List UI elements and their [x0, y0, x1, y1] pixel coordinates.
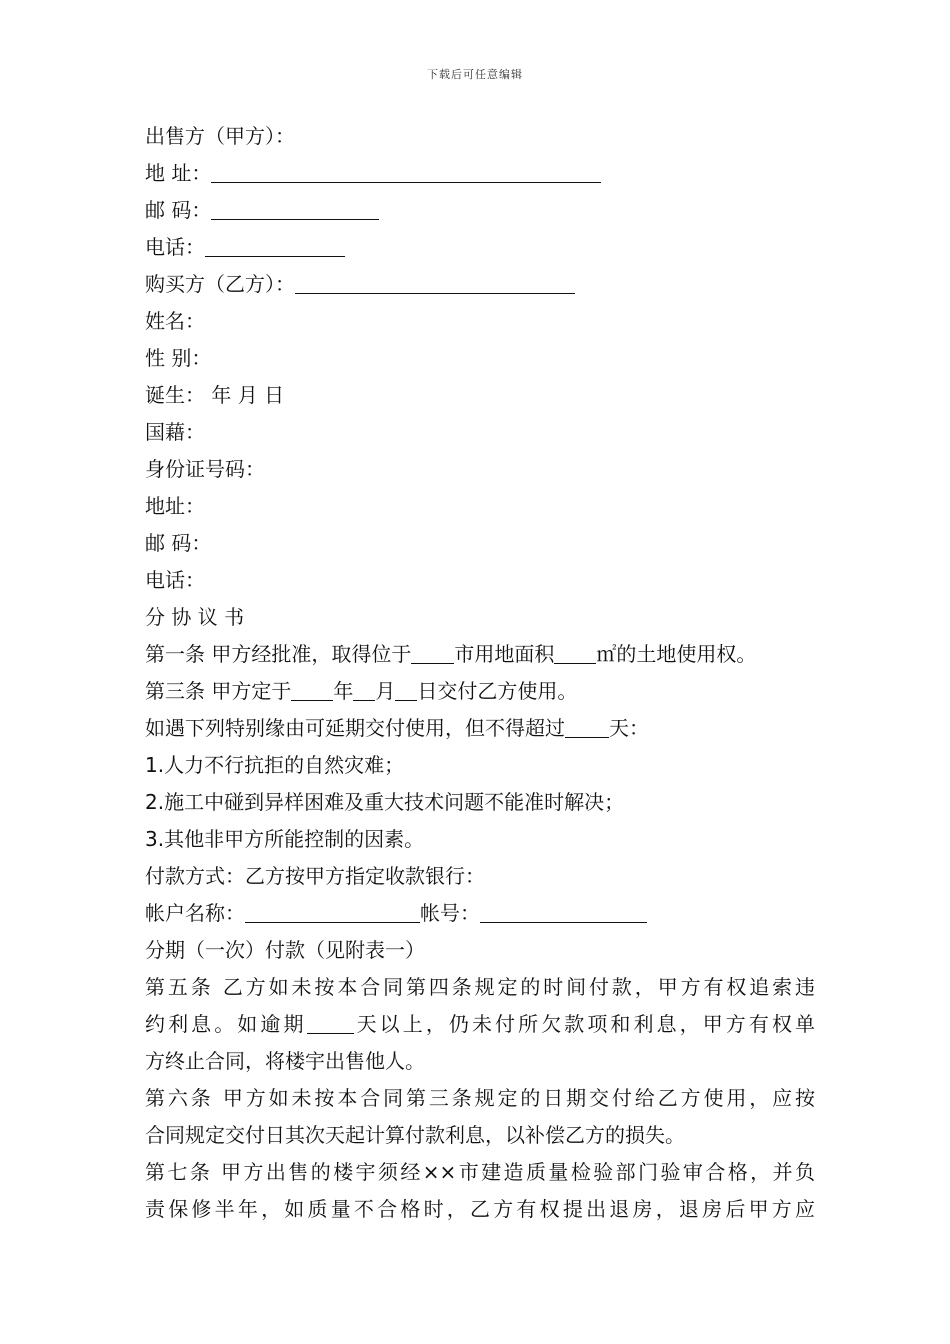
payment-method: 付款方式：乙方按甲方指定收款银行：: [145, 864, 485, 888]
reason-item: 1.人力不行抗拒的自然灾难；: [145, 753, 405, 777]
account-no-blank[interactable]: [480, 900, 647, 923]
installment-line: 分期（一次）付款（见附表一）: [145, 938, 425, 962]
reason-item: 2.施工中碰到异样困难及重大技术问题不能准时解决；: [145, 790, 625, 814]
section-title: 分 协 议 书: [145, 605, 245, 629]
article-6-line: 第六条 甲方如未按本合同第三条规定的日期交付给乙方使用，应按: [145, 1086, 815, 1110]
month-blank[interactable]: [353, 678, 375, 701]
overdue-days-blank[interactable]: [307, 1011, 354, 1034]
buyer-phone-label: 电话：: [145, 568, 205, 592]
article-5-line: [145, 1006, 815, 1043]
buyer-title: 购买方（乙方）：: [145, 272, 295, 296]
buyer-birth-fields: 年 月 日: [211, 383, 285, 407]
delay-text-a: 如遇下列特别缘由可延期交付使用，但不得超过: [145, 716, 565, 740]
day-blank[interactable]: [395, 678, 417, 701]
seller-address-label: 地 址：: [145, 161, 212, 185]
article-5-line: 第五条 乙方如未按本合同第四条规定的时间付款，甲方有权追索违: [145, 975, 815, 999]
buyer-name-label: 姓名：: [145, 309, 205, 333]
page-header: 下载后可任意编辑: [427, 68, 523, 81]
buyer-birth-line: [145, 377, 815, 414]
buyer-gender-label: 性 别：: [145, 346, 212, 370]
seller-address-line: [145, 155, 815, 192]
reason-item: 3.其他非甲方所能控制的因素。: [145, 827, 425, 851]
seller-postcode-line: [145, 192, 815, 229]
seller-phone-label: 电话：: [145, 235, 205, 259]
buyer-name-blank[interactable]: [295, 271, 575, 294]
article-1: [145, 636, 815, 673]
article-1-text-c: ㎡的土地使用权。: [596, 642, 757, 666]
city-blank[interactable]: [411, 641, 454, 664]
seller-address-blank[interactable]: [211, 160, 601, 183]
seller-postcode-blank[interactable]: [211, 197, 379, 220]
article-7-line: 责保修半年，如质量不合格时，乙方有权提出退房，退房后甲方应: [145, 1197, 815, 1221]
article-3-text-d: 日交付乙方使用。: [417, 679, 578, 703]
year-blank[interactable]: [291, 678, 333, 701]
article-6-line: 合同规定交付日其次天起计算付款利息，以补偿乙方的损失。: [145, 1123, 685, 1147]
article-3-text-c: 月: [375, 679, 396, 703]
buyer-title-line: [145, 266, 815, 303]
delay-clause: [145, 710, 815, 747]
seller-phone-blank[interactable]: [205, 234, 345, 257]
buyer-birth-label: 诞生：: [145, 383, 205, 407]
document-body: [145, 118, 815, 1228]
article-3: [145, 673, 815, 710]
delay-days-blank[interactable]: [565, 715, 609, 738]
buyer-nationality-label: 国藉：: [145, 420, 205, 444]
account-line: [145, 895, 815, 932]
article-5-text-a: 约利息。如逾期: [145, 1012, 307, 1036]
article-1-text-b: 市用地面积: [454, 642, 555, 666]
article-5-line: 方终止合同，将楼宇出售他人。: [145, 1049, 425, 1073]
account-name-blank[interactable]: [245, 900, 420, 923]
account-no-label: 帐号：: [420, 901, 480, 925]
delay-text-b: 天：: [609, 716, 649, 740]
seller-postcode-label: 邮 码：: [145, 198, 212, 222]
seller-title: 出售方（甲方）：: [145, 124, 295, 148]
buyer-id-label: 身份证号码：: [145, 457, 265, 481]
seller-phone-line: [145, 229, 815, 266]
buyer-address-label: 地址：: [145, 494, 205, 518]
buyer-postcode-label: 邮 码：: [145, 531, 212, 555]
article-3-text-a: 第三条 甲方定于: [145, 679, 292, 703]
article-3-text-b: 年: [333, 679, 354, 703]
article-7-line: 第七条 甲方出售的楼宇须经××市建造质量检验部门验审合格，并负: [145, 1160, 815, 1184]
area-blank[interactable]: [554, 641, 596, 664]
account-name-label: 帐户名称：: [145, 901, 245, 925]
article-5-text-b: 天以上，仍未付所欠款项和利息，甲方有权单: [353, 1012, 816, 1036]
article-1-text-a: 第一条 甲方经批准，取得位于: [145, 642, 412, 666]
